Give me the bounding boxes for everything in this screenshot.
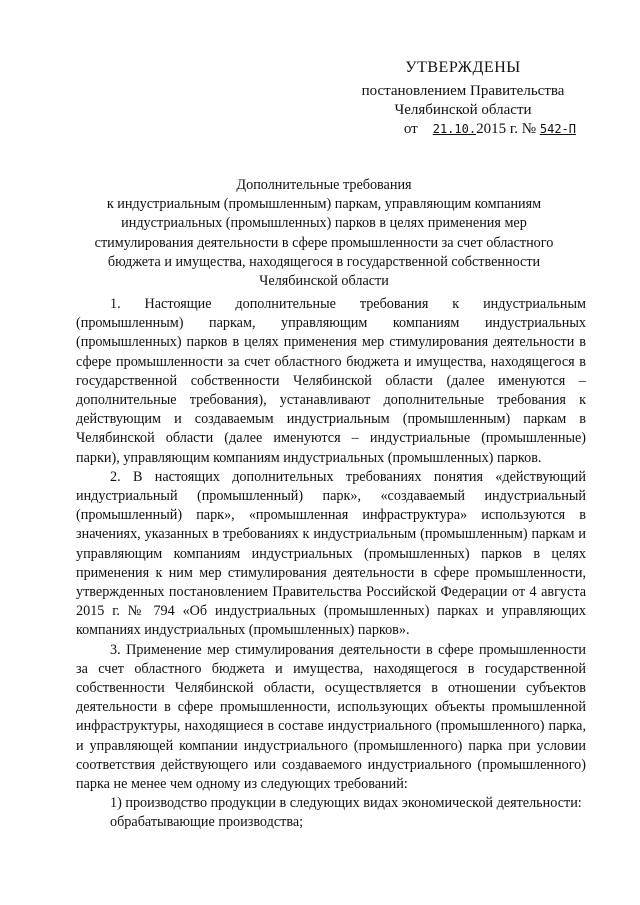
approval-date-line	[348, 120, 578, 139]
title-line-2: к индустриальным (промышленным) паркам, управляющим компаниям	[106, 196, 542, 213]
approval-block	[348, 58, 578, 139]
approval-line-1: постановлением Правительства	[361, 83, 565, 99]
title-line-5: бюджета и имущества, находящегося в государственной собственности	[107, 253, 541, 270]
year-text: 2015 г. №	[476, 121, 537, 137]
decree-number: 542-П	[539, 122, 576, 136]
paragraph-3-item-1: 1) производство продукции в следующих видах экономической деятельности:	[110, 795, 582, 812]
approval-heading: УТВЕРЖДЕНЫ	[405, 59, 521, 76]
paragraph-3: 3. Применение мер стимулирования деятельности в сфере промышленности за счет областного бюджета и имущества, находящегося в государственной собственности Челябинской области, осуществляется в отношении субъектов деятельности в сфере промышленности, использующих объекты промышленной инфраструктуры, находящиеся в составе индустриального (промышленного) парка, и управляющей компании индустриального (промышленного) парка при условии соответствия действующего или создаваемого индустриального (промышленного) парка не менее чем одному из следующих требований:	[76, 641, 586, 793]
date-value: 21.10.	[432, 122, 477, 136]
approval-line-2: Челябинской области	[394, 102, 532, 118]
document-body	[76, 295, 586, 833]
document-title	[70, 176, 578, 291]
title-line-6: Челябинской области	[259, 273, 389, 290]
title-line-1: Дополнительные требования	[236, 177, 412, 193]
title-line-4: стимулирования деятельности в сфере промышленности за счет областного	[94, 234, 554, 251]
paragraph-2: 2. В настоящих дополнительных требованиях понятия «действующий индустриальный (промышленный) парк», «создаваемый индустриальный (промышленный) парк», «промышленная инфраструктура» используются в значениях, указанных в требованиях к индустриальным (промышленным) паркам и управляющим компаниям индустриальных (промышленных) парков в целях применения к ним мер стимулирования деятельности в сфере промышленности, утвержденных постановлением Правительства Российской Федерации от 4 августа 2015 г. № 794 «Об индустриальных (промышленных) парках и управляющих компаниях индустриальных (промышленных) парков».	[76, 468, 586, 639]
paragraph-3-item-1-sub: обрабатывающие производства;	[110, 814, 304, 831]
date-prefix: от	[403, 121, 418, 137]
paragraph-1: 1. Настоящие дополнительные требования к индустриальным (промышленным) паркам, управляющим компаниям индустриальных (промышленных) парков в целях применения мер стимулирования деятельности в сфере промышленности за счет областного бюджета и имущества, находящегося в государственной собственности Челябинской области (далее именуются – дополнительные требования), устанавливают дополнительные требования к действующим и создаваемым индустриальным (промышленным) паркам в Челябинской области (далее именуются – индустриальные (промышленные) парки), управляющим компаниям индустриальных (промышленных) парков.	[76, 296, 586, 466]
title-line-3: индустриальных (промышленных) парков в целях применения мер	[121, 215, 527, 232]
